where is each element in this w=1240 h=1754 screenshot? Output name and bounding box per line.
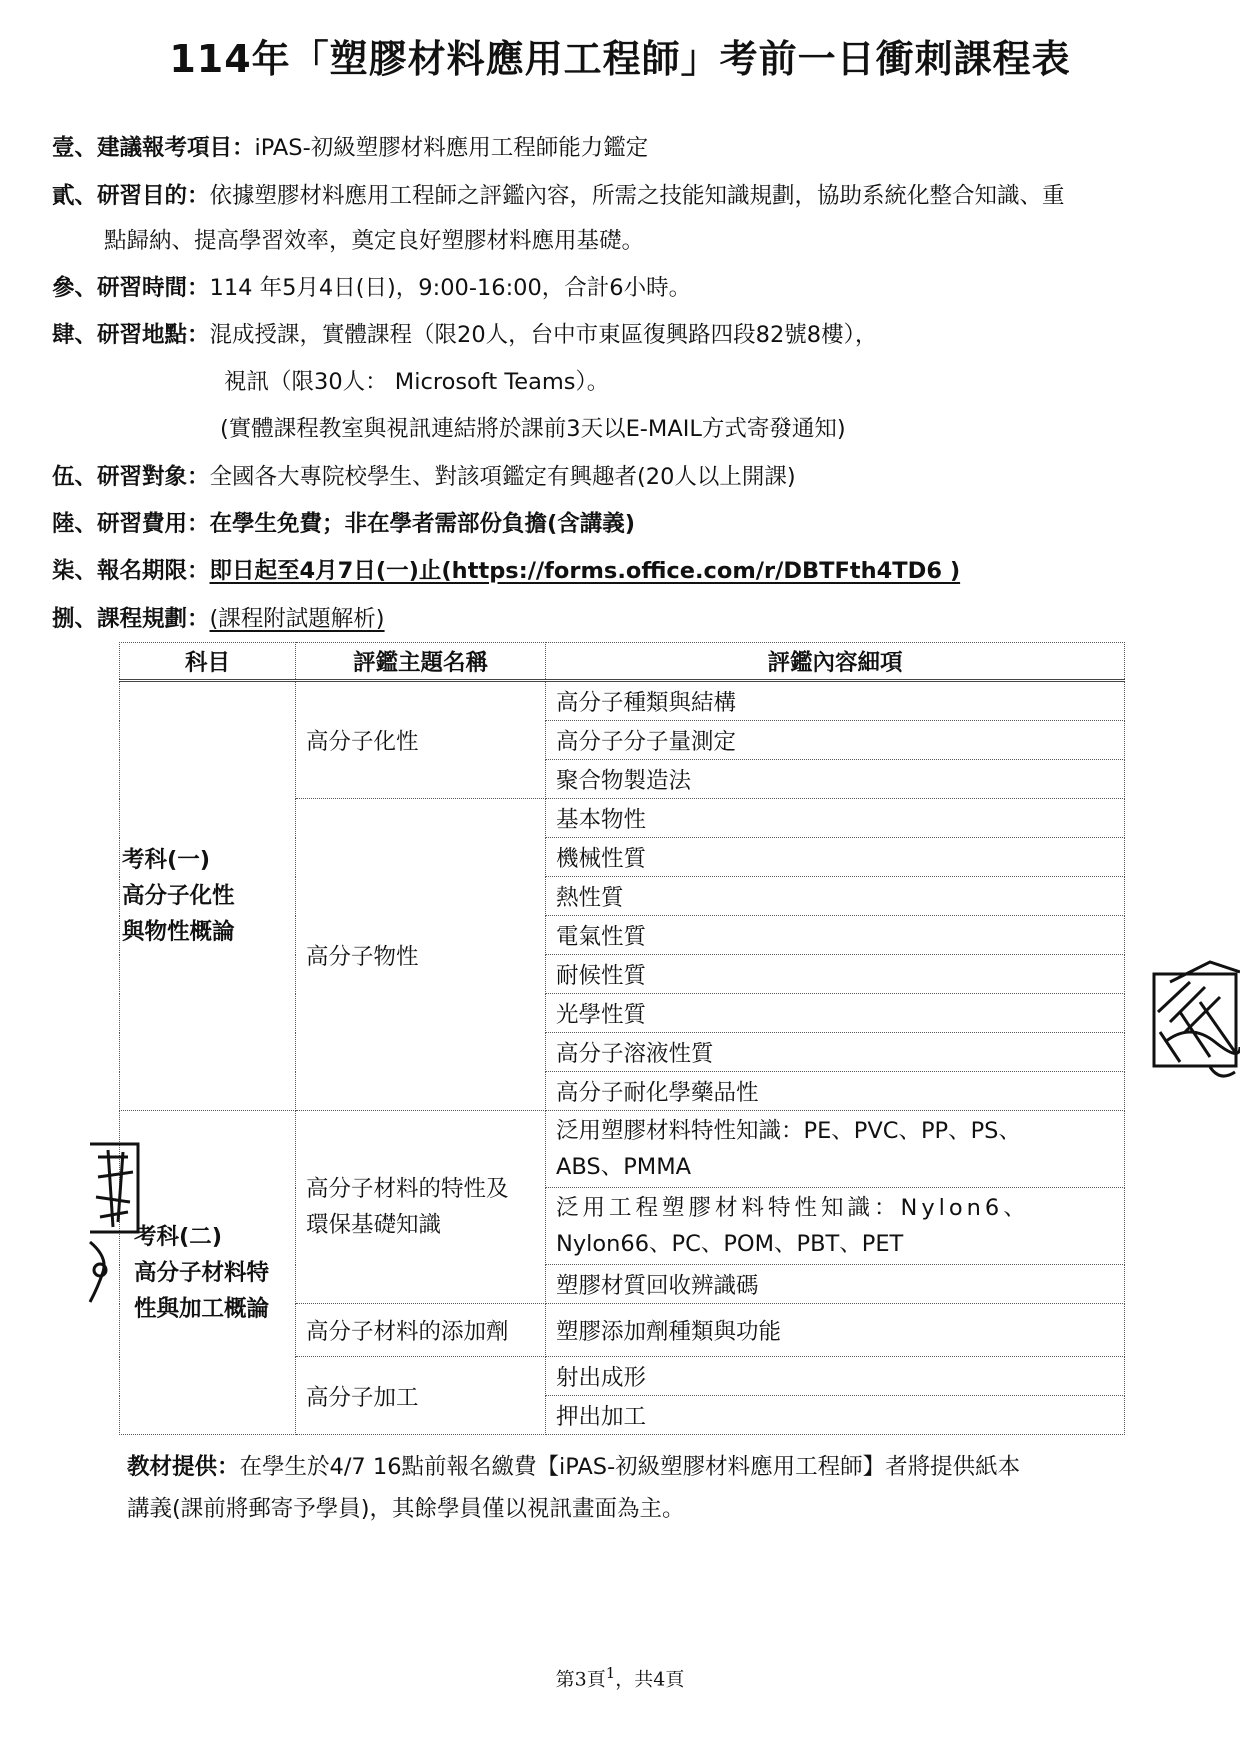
detail-cell: 聚合物製造法 [546,760,1125,799]
footer-page: 第3頁 [555,1668,606,1691]
detail-cell: 高分子溶液性質 [546,1033,1125,1072]
theme-line: 高分子材料的特性及 [306,1176,509,1202]
section-location [52,319,877,351]
section-purpose [52,180,1065,212]
section-audience [52,461,796,493]
seal-stamp-icon [88,1142,148,1312]
detail-cell: 電氣性質 [546,916,1125,955]
note-text: 在學生於4/7 16點前報名繳費【iPAS-初級塑膠材料應用工程師】者將提供紙本 [239,1454,1021,1480]
table-row [120,681,1125,721]
theme-cell: 高分子加工 [296,1357,546,1435]
header-subject: 科目 [120,643,296,681]
detail-cell: 光學性質 [546,994,1125,1033]
detail-line: 泛用工程塑膠材料特性知識：Nylon6、 [556,1195,1030,1221]
seal-stamp-icon [1150,952,1240,1092]
table-header-row [120,643,1125,681]
theme-line: 環保基礎知識 [306,1212,442,1238]
subject-cell-1 [120,681,296,1111]
footer-number: 1 [605,1664,616,1682]
table-row [120,1111,1125,1188]
detail-cell: 塑膠材質回收辨識碼 [546,1265,1125,1304]
section-registration-deadline [52,555,960,587]
section-text: (課程附試題解析) [209,606,385,632]
section-label: 貳、研習目的： [52,183,210,209]
detail-cell: 高分子種類與結構 [546,681,1125,721]
header-detail: 評鑑內容細項 [546,643,1125,681]
theme-cell: 高分子材料的添加劑 [296,1304,546,1357]
section-recommended-exam [52,132,648,164]
detail-cell [546,1111,1125,1188]
section-text: 114 年5月4日(日)，9:00-16:00，合計6小時。 [209,275,692,301]
section-label: 壹、建議報考項目： [52,135,255,161]
detail-cell: 熱性質 [546,877,1125,916]
page-footer [0,1664,1240,1691]
footer-total: ，共4頁 [615,1668,685,1691]
detail-cell: 基本物性 [546,799,1125,838]
note-text-continued: 講義(課前將郵寄予學員)，其餘學員僅以視訊畫面為主。 [127,1496,685,1522]
header-theme: 評鑑主題名稱 [296,643,546,681]
section-text: 全國各大專院校學生、對該項鑑定有興趣者(20人以上開課) [209,464,796,490]
subject-line: 性與加工概論 [134,1295,270,1322]
detail-line: Nylon66、PC、POM、PBT、PET [556,1231,904,1257]
section-label: 肆、研習地點： [52,322,210,348]
detail-cell: 高分子耐化學藥品性 [546,1072,1125,1111]
subject-line: 與物性概論 [122,919,235,945]
detail-cell: 塑膠添加劑種類與功能 [546,1304,1125,1357]
detail-line: 泛用塑膠材料特性知識：PE、PVC、PP、PS、 [556,1118,1021,1144]
section-text: 依據塑膠材料應用工程師之評鑑內容，所需之技能知識規劃，協助系統化整合知識、重 [209,183,1065,209]
subject-line: 考科(二) [134,1223,223,1250]
section-label: 柒、報名期限： [52,558,210,584]
detail-cell: 高分子分子量測定 [546,721,1125,760]
note-label: 教材提供： [127,1454,240,1480]
section-location-notice: (實體課程教室與視訊連結將於課前3天以E-MAIL方式寄發通知) [220,416,846,442]
course-table [119,642,1125,1435]
detail-cell: 射出成形 [546,1357,1125,1396]
subject-line: 考科(一) [122,847,211,873]
theme-cell: 高分子化性 [296,681,546,799]
detail-line: ABS、PMMA [556,1154,692,1180]
theme-cell [296,1111,546,1304]
section-label: 伍、研習對象： [52,464,210,490]
section-text: 混成授課，實體課程（限20人，台中市東區復興路四段82號8樓）， [209,322,878,348]
registration-link[interactable]: 即日起至4月7日(一)止(https://forms.office.com/r/DBTFth4TD6 ) [209,558,961,584]
section-time [52,272,691,304]
section-text: iPAS-初級塑膠材料應用工程師能力鑑定 [254,135,649,161]
section-location-online: 視訊（限30人： Microsoft Teams）。 [224,369,610,395]
section-label: 捌、課程規劃： [52,606,210,632]
theme-cell: 高分子物性 [296,799,546,1111]
page-title: 114年「塑膠材料應用工程師」考前一日衝刺課程表 [169,37,1071,81]
section-label: 參、研習時間： [52,275,210,301]
section-purpose-continued: 點歸納、提高學習效率，奠定良好塑膠材料應用基礎。 [104,228,645,254]
detail-cell: 耐候性質 [546,955,1125,994]
section-label: 陸、研習費用： [52,511,210,537]
subject-line: 高分子化性 [122,883,235,909]
detail-cell [546,1188,1125,1265]
subject-line: 高分子材料特 [134,1259,270,1286]
detail-cell: 押出加工 [546,1396,1125,1435]
materials-note [127,1446,1127,1530]
section-course-plan [52,603,385,635]
section-fee [52,508,635,540]
section-text: 在學生免費；非在學者需部份負擔(含講義) [209,511,636,537]
detail-cell: 機械性質 [546,838,1125,877]
